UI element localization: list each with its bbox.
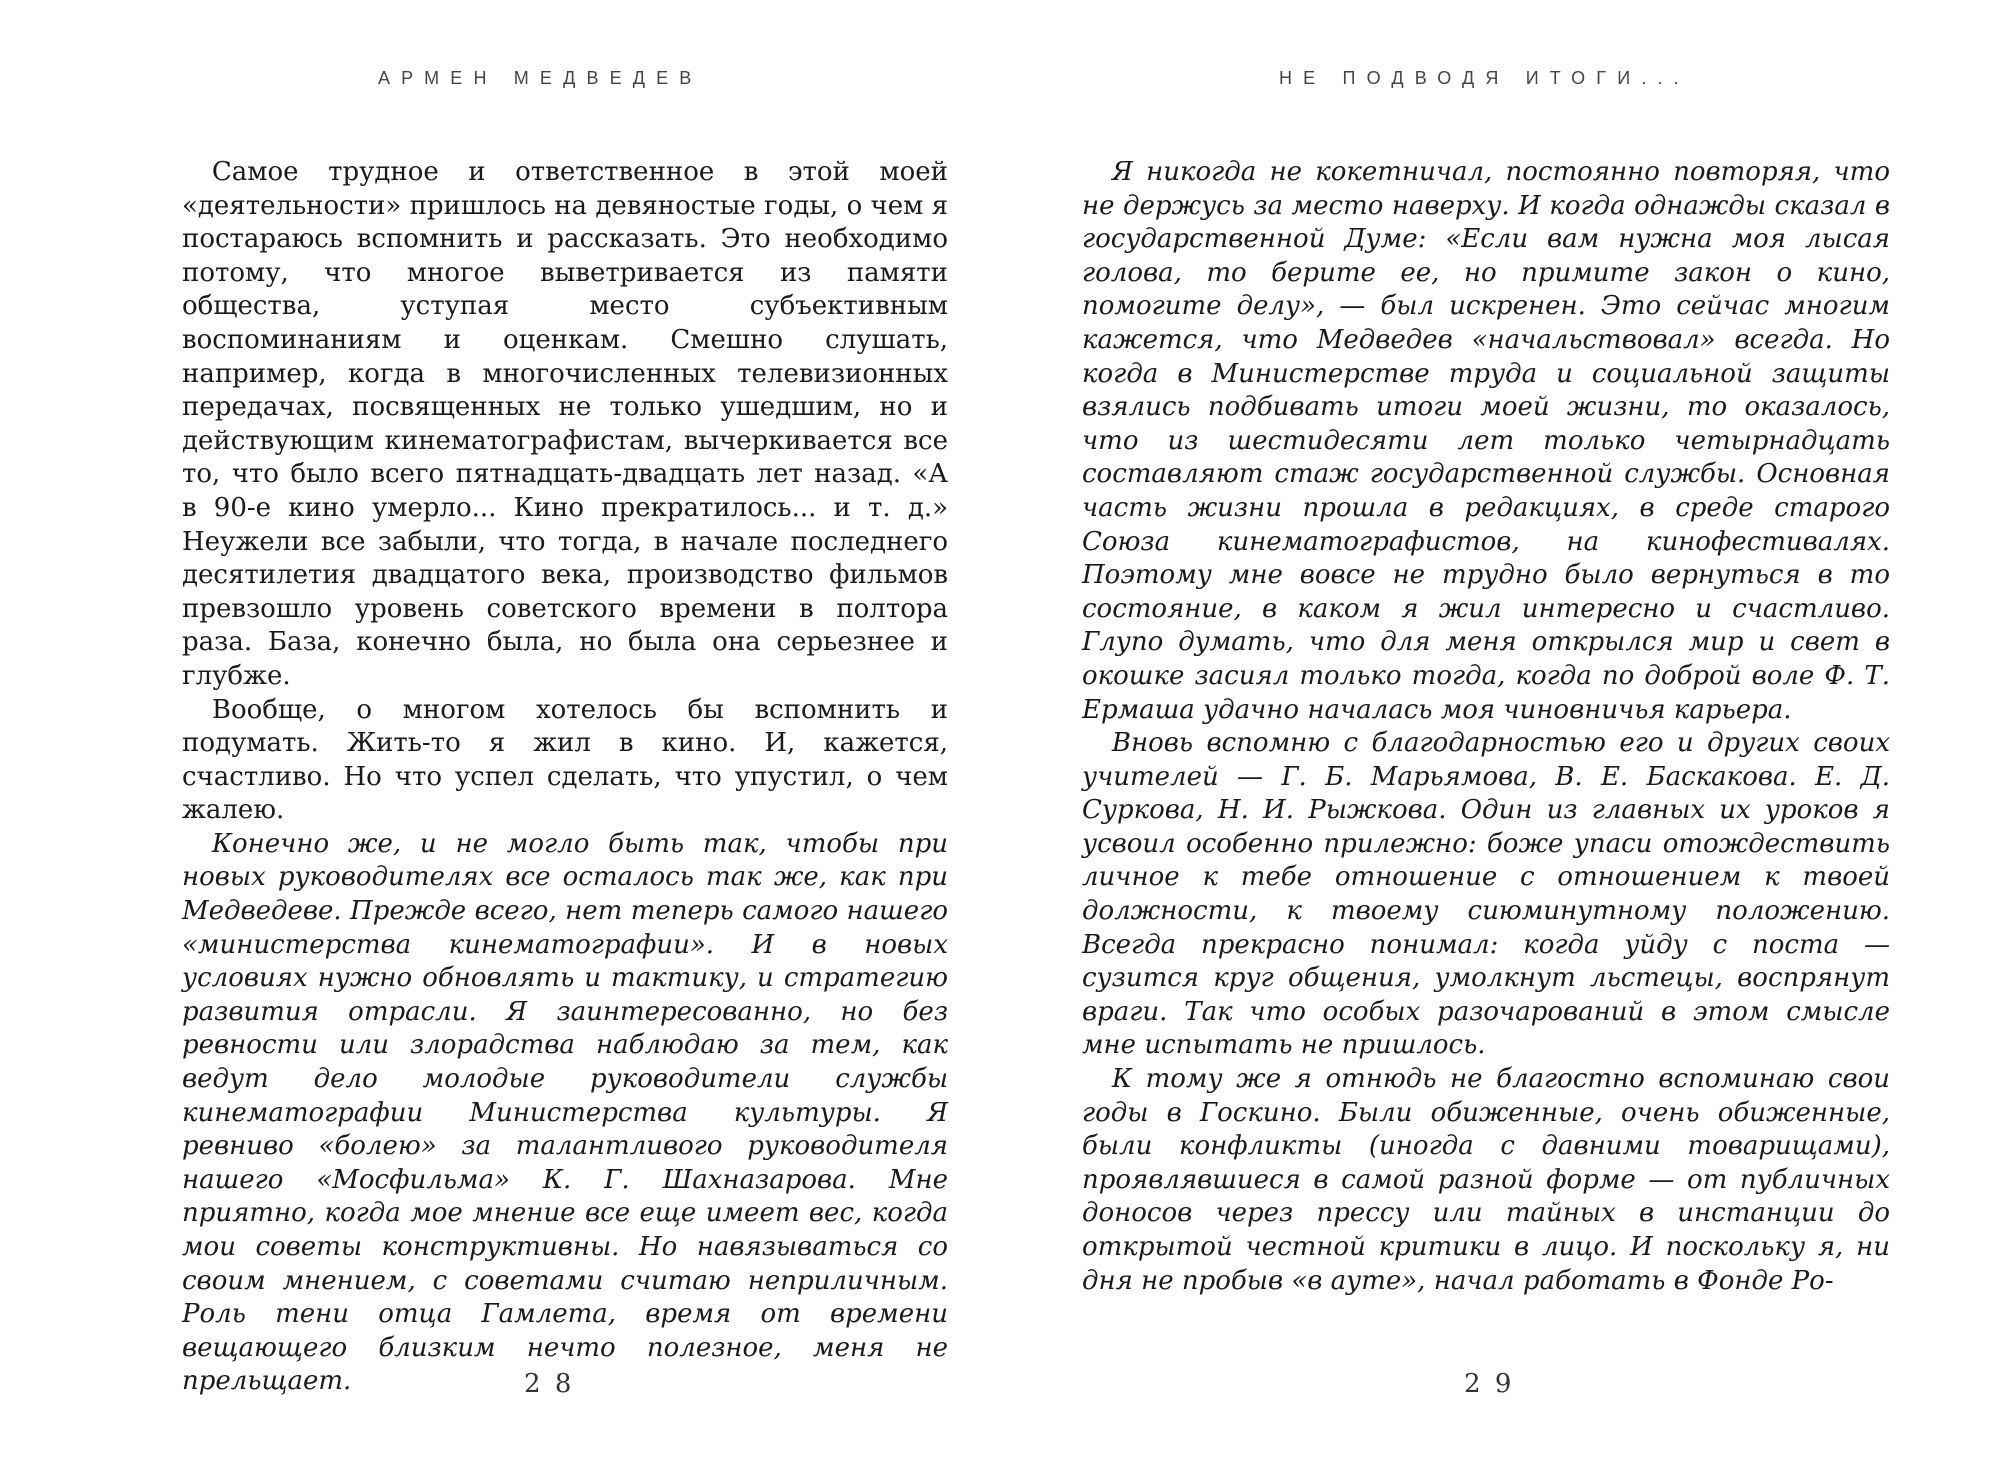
paragraph: Конечно же, и не могло быть так, чтобы при новых руководителях все осталось так же, как при Медведеве. Прежде всего, нет теперь самого нашего «министерства кинематографии». И в новых условиях нужно обновлять и тактику, и стратегию развития отрасли. Я заинтересованно, но без ревности или злорадства наблюдаю за тем, как ведут дело молодые руководители службы кинематографии Министерства культуры. Я ревниво «болею» за талантливого руководителя нашего «Мосфильма» К. Г. Шахназарова. Мне приятно, когда мое мнение все еще имеет вес, когда мои советы конструктивны. Но навязываться со своим мнением, с советами считаю неприличным. Роль тени отца Гамлета, время от времени вещающего близким нечто полезное, меня не прельщает. — [182, 828, 948, 1397]
paragraph: Самое трудное и ответственное в этой моей «деятельности» пришлось на девяностые годы, о чем я постараюсь вспомнить и рассказать. Это необходимо потому, что многое выветривается из памяти общества, уступая место субъективным воспоминаниям и оценкам. Смешно слушать, например, когда в многочисленных телевизионных передачах, посвященных не только ушедшим, но и действующим кинематографистам, вычеркивается все то, что было всего пятнадцать-двадцать лет назад. «А в 90-е кино умерло... Кино прекратилось... и т. д.» Неужели все забыли, что тогда, в начале последнего десятилетия двадцатого века, производство фильмов превзошло уровень советского времени в полтора раза. База, конечно была, но была она серьезнее и глубже. — [182, 157, 948, 691]
running-head-title: НЕ ПОДВОДЯ ИТОГИ... — [1279, 68, 1690, 88]
right-page-body — [1082, 156, 1890, 1298]
page-number: 29 — [1464, 1369, 1526, 1399]
running-head-author: АРМЕН МЕДВЕДЕВ — [378, 68, 703, 88]
paragraph: Вообще, о многом хотелось бы вспомнить и подумать. Жить-то я жил в кино. И, кажется, счастливо. Но что успел сделать, что упустил, о чем жалею. — [182, 694, 948, 826]
page-number: 28 — [524, 1369, 586, 1399]
paragraph: Я никогда не кокетничал, постоянно повторяя, что не держусь за место наверху. И когда однажды сказал в государственной Думе: «Если вам нужна моя лысая голова, то берите ее, но примите закон о кино, помогите делу», — был искренен. Это сейчас многим кажется, что Медведев «начальствовал» всегда. Но когда в Министерстве труда и социальной защиты взялись подбивать итоги моей жизни, то оказалось, что из шестидесяти лет только четырнадцать составляют стаж государственной службы. Основная часть жизни прошла в редакциях, в среде старого Союза кинематографистов, на кинофестивалях. Поэтому мне вовсе не трудно было вернуться в то состояние, в каком я жил интересно и счастливо. Глупо думать, что для меня открылся мир и свет в окошке засиял только тогда, когда по доброй воле Ф. Т. Ермаша удачно началась моя чиновничья карьера. — [1082, 157, 1890, 725]
left-page-body — [182, 156, 948, 1399]
paragraph: Вновь вспомню с благодарностью его и других своих учителей — Г. Б. Марьямова, В. Е. Баскакова. Е. Д. Суркова, Н. И. Рыжкова. Один из главных их уроков я усвоил особенно прилежно: боже упаси отождествить личное к тебе отношение с отношением к твоей должности, к твоему сиюминутному положению. Всегда прекрасно понимал: когда уйду с поста — сузится круг общения, умолкнут льстецы, воспрянут враги. Так что особых разочарований в этом смысле мне испытать не пришлось. — [1082, 728, 1890, 1061]
right-page — [1000, 0, 2000, 1471]
paragraph: К тому же я отнюдь не благостно вспоминаю свои годы в Госкино. Были обиженные, очень обиженные, были конфликты (иногда с давними товарищами), проявлявшиеся в самой разной форме — от публичных доносов через прессу или тайных в инстанции до открытой честной критики в лицо. И поскольку я, ни дня не пробыв «в ауте», начал работать в Фонде Ро- — [1082, 1064, 1890, 1296]
